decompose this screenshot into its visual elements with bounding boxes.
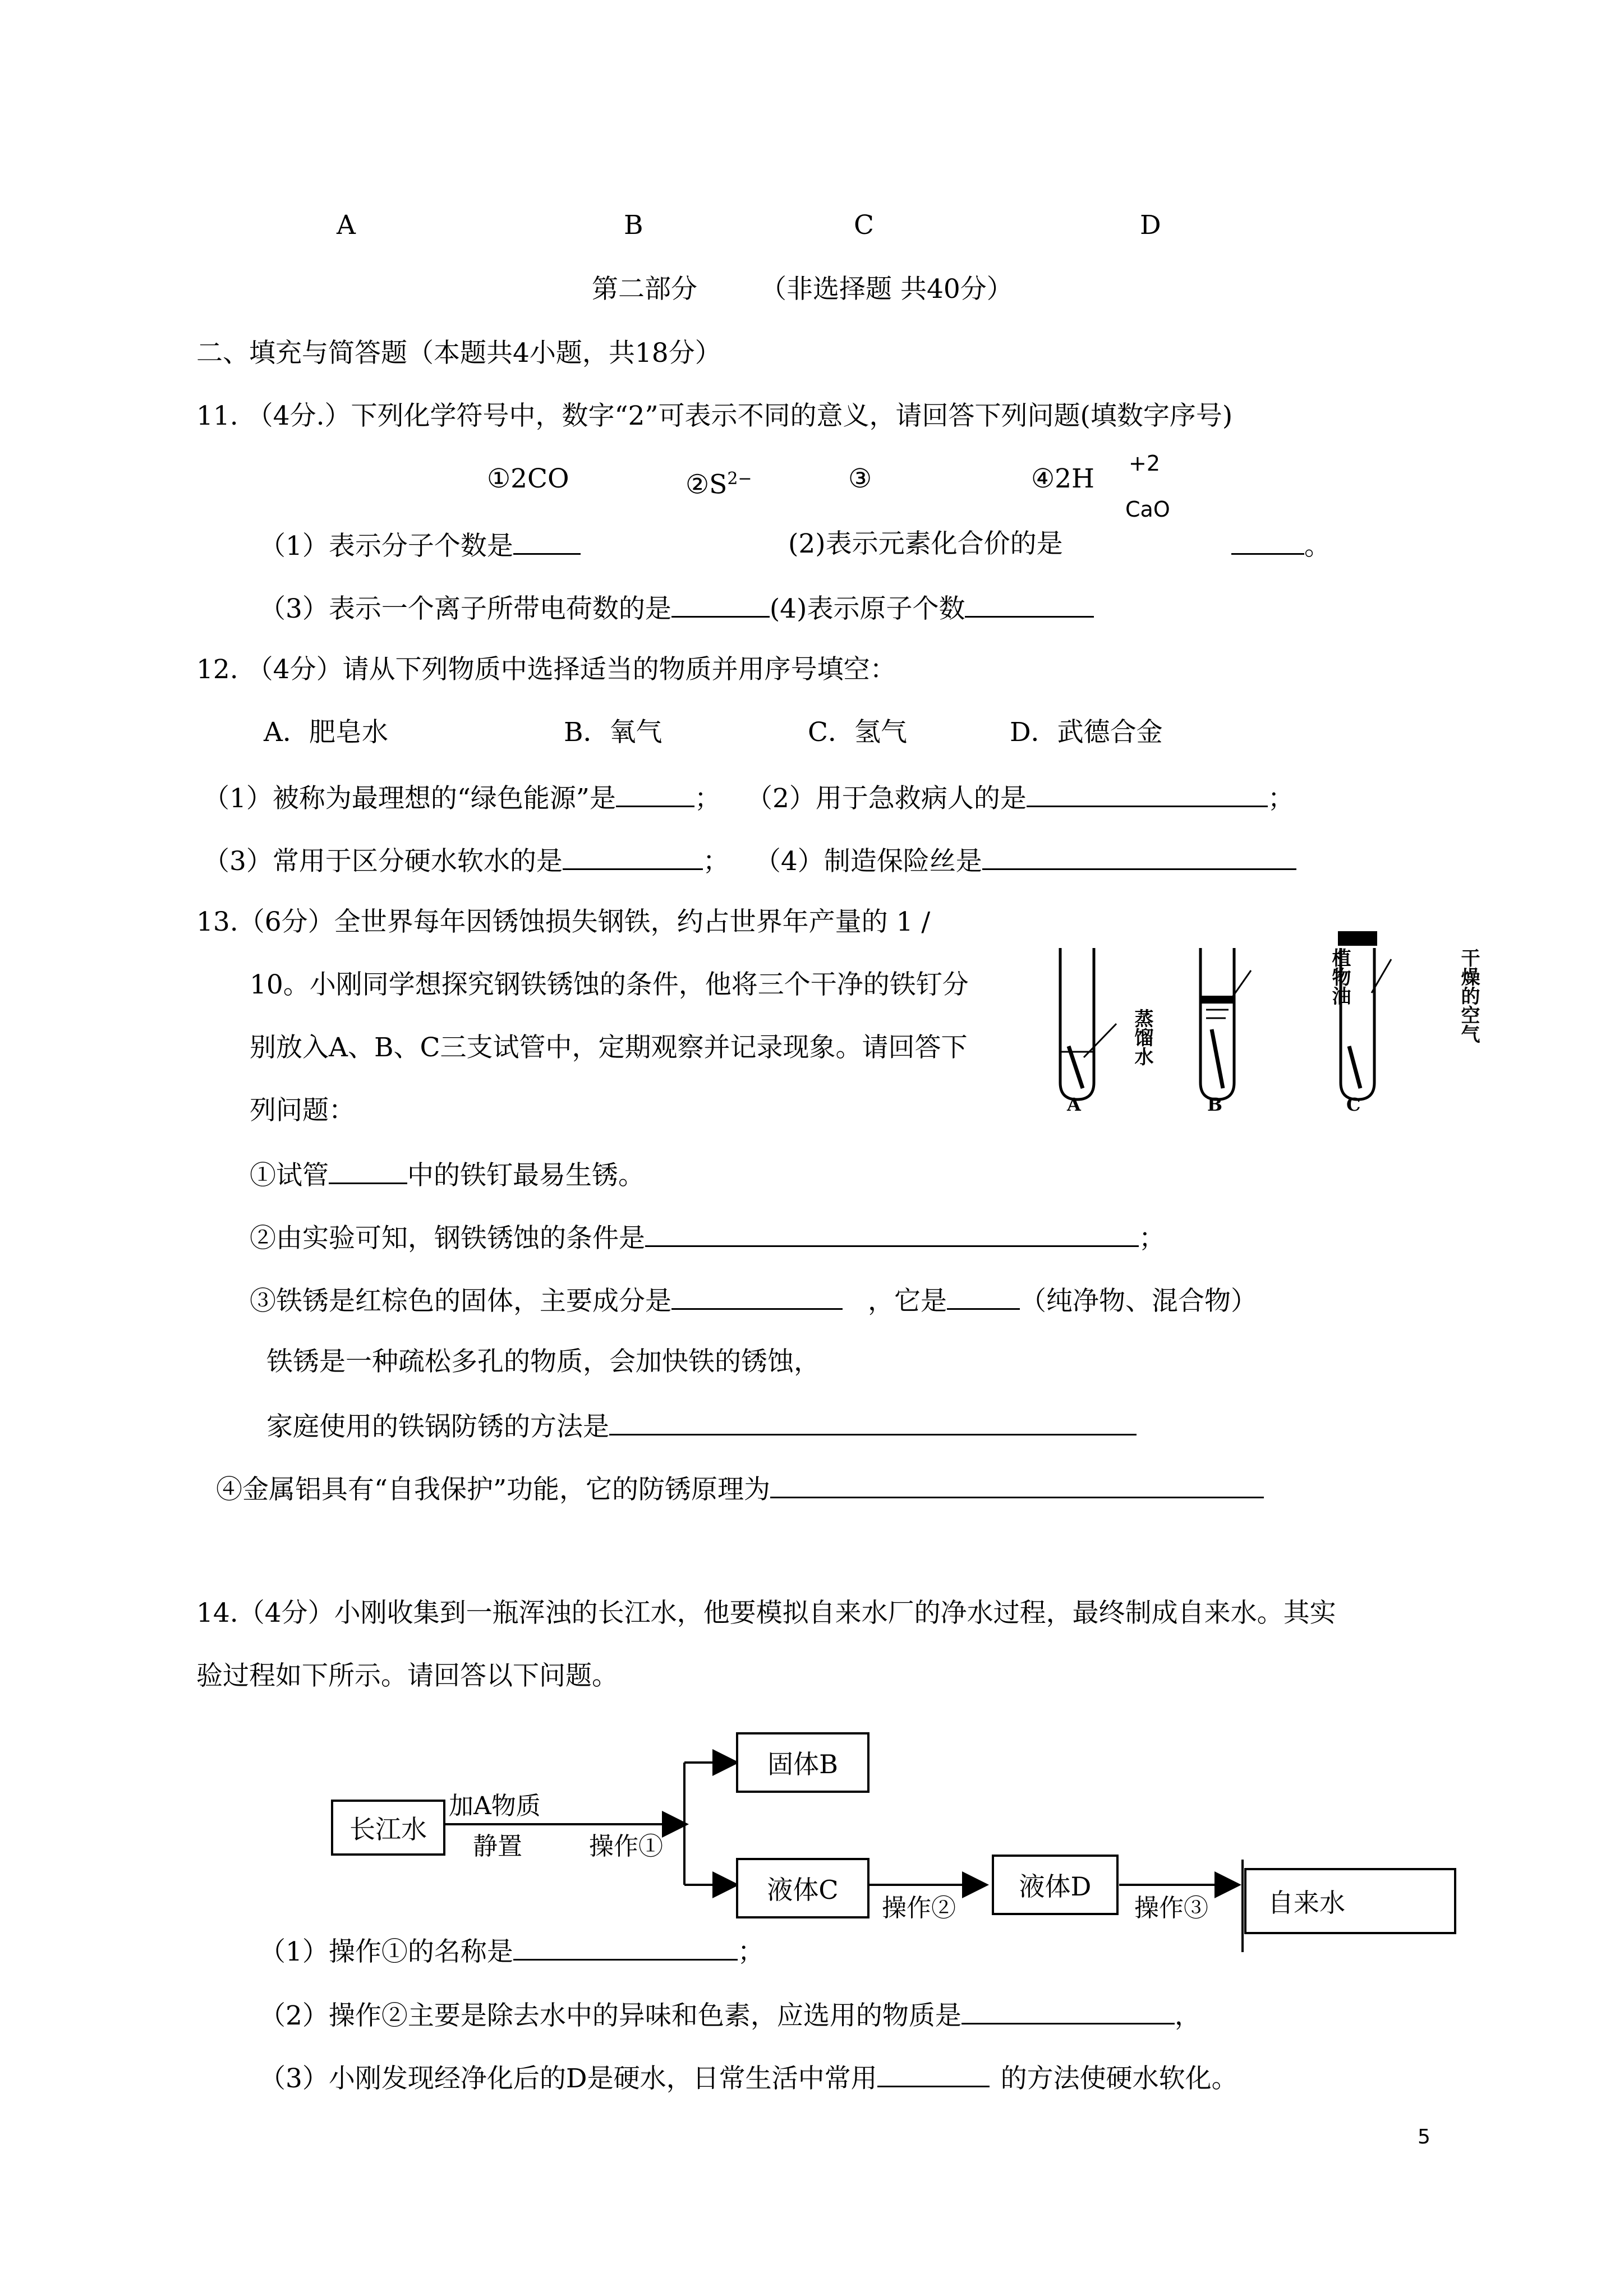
- q13-sub-3-note: 铁锈是一种疏松多孔的物质，会加快铁的锈蚀，: [266, 1346, 820, 1377]
- option-label-d: D: [1140, 210, 1161, 241]
- q14-part-3: （3）小刚发现经净化后的D是硬水，日常生活中常用 的方法使硬水软化。: [259, 2060, 1238, 2096]
- q14-part-2: （2）操作②主要是除去水中的异味和色素，应选用的物质是 ，: [259, 1997, 1201, 2033]
- answer-blank[interactable]: [877, 2060, 990, 2087]
- q13-sub-3-method: 家庭使用的铁锅防锈的方法是: [266, 1408, 1137, 1444]
- q11-part-1: （1）表示分子个数是: [259, 527, 581, 563]
- label-distilled-water: 蒸馏水: [1131, 1009, 1153, 1066]
- label-vegetable-oil: 植物油: [1328, 948, 1351, 1005]
- q12-option-a: A．肥皂水: [264, 717, 388, 748]
- test-tube-a: [1060, 948, 1094, 1099]
- answer-blank[interactable]: [965, 590, 1094, 618]
- flow-box-yangtze-water: 长江水: [331, 1800, 445, 1856]
- q13-sub-2: ②由实验可知，钢铁锈蚀的条件是 ；: [250, 1220, 1165, 1255]
- answer-blank[interactable]: [513, 1933, 738, 1961]
- answer-blank[interactable]: [513, 527, 581, 555]
- q12-option-c: C．氢气: [808, 717, 907, 748]
- test-tube-b: [1200, 948, 1234, 1099]
- flow-label-op1: 操作①: [589, 1832, 663, 1861]
- flow-box-liquid-c: 液体C: [736, 1858, 869, 1918]
- page-number: 5: [1418, 2125, 1430, 2148]
- answer-blank[interactable]: [1231, 527, 1304, 555]
- q13-text-line-2: 10。小刚同学想探究钢铁锈蚀的条件，他将三个干净的铁钉分: [250, 969, 969, 1000]
- q13-text-line-4: 列问题：: [250, 1095, 355, 1126]
- flow-box-tap-water: 自来水: [1244, 1868, 1456, 1934]
- answer-blank[interactable]: [645, 1220, 1139, 1247]
- answer-blank[interactable]: [982, 843, 1296, 870]
- answer-blank[interactable]: [616, 780, 694, 807]
- tube-label-a: A: [1067, 1094, 1081, 1115]
- q12-part-1-2: （1）被称为最理想的“绿色能源”是 ； （2）用于急救病人的是 ；: [203, 780, 1294, 816]
- q11-stem: 11. （4分.）下列化学符号中，数字“2”可表示不同的意义，请回答下列问题(填数字序号): [196, 401, 1233, 431]
- answer-blank[interactable]: [609, 1408, 1137, 1435]
- q14-part-1: （1）操作①的名称是 ；: [259, 1933, 764, 1969]
- option-label-a: A: [337, 210, 356, 241]
- flow-box-solid-b: 固体B: [736, 1732, 869, 1793]
- answer-blank[interactable]: [329, 1157, 407, 1184]
- answer-blank[interactable]: [671, 590, 770, 618]
- q13-text-line-3: 别放入A、B、C三支试管中，定期观察并记录现象。请回答下: [250, 1032, 968, 1063]
- q12-option-b: B．氧气: [564, 717, 663, 748]
- section-title: 二、填充与简答题（本题共4小题，共18分）: [196, 338, 721, 369]
- answer-blank[interactable]: [947, 1282, 1020, 1310]
- q12-option-d: D．武德合金: [1010, 717, 1163, 748]
- label-dry-air: 干燥的空气: [1457, 948, 1480, 1043]
- tube-label-b: B: [1207, 1094, 1223, 1115]
- q11-formula-charge: +2: [1129, 451, 1161, 476]
- q12-stem: 12. （4分）请从下列物质中选择适当的物质并用序号填空：: [196, 654, 896, 685]
- answer-blank[interactable]: [1027, 780, 1268, 807]
- q11-part-3: （3）表示一个离子所带电荷数的是 (4)表示原子个数: [259, 590, 1094, 626]
- q11-option-3: ③: [848, 463, 872, 494]
- part-note: （非选择题 共40分）: [760, 274, 1013, 305]
- q11-formula: CaO: [1125, 497, 1170, 522]
- q11-part-2: (2)表示元素化合价的是: [788, 528, 1063, 559]
- flow-label-op2: 操作②: [882, 1894, 956, 1922]
- q13-sub-1: ①试管 中的铁钉最易生锈。: [250, 1157, 645, 1193]
- answer-blank[interactable]: [563, 843, 703, 870]
- q11-option-4: ④2H: [1031, 463, 1095, 494]
- answer-blank[interactable]: [671, 1282, 843, 1310]
- q12-part-3-4: （3）常用于区分硬水软水的是 ； （4）制造保险丝是: [203, 843, 1296, 878]
- q14-text-line-2: 验过程如下所示。请回答以下问题。: [196, 1660, 618, 1691]
- q13-sub-4: ④金属铝具有“自我保护”功能，它的防锈原理为: [216, 1471, 1264, 1507]
- option-label-c: C: [854, 210, 874, 241]
- flow-label-settle: 静置: [473, 1832, 522, 1861]
- answer-blank[interactable]: [961, 1997, 1175, 2024]
- option-label-b: B: [624, 210, 643, 241]
- flow-label-add-a: 加A物质: [449, 1792, 541, 1820]
- tube-label-c: C: [1346, 1094, 1361, 1115]
- q13-text-line-1: 13.（6分）全世界每年因锈蚀损失钢铁，约占世界年产量的 1 /: [196, 907, 931, 937]
- test-tube-figure: [1043, 926, 1492, 1116]
- flow-box-liquid-d: 液体D: [992, 1855, 1119, 1915]
- flow-label-op3: 操作③: [1134, 1894, 1208, 1922]
- part-title: 第二部分: [592, 274, 697, 305]
- q11-option-1: ①2CO: [487, 463, 569, 494]
- q11-option-2: $②S^{2-}$: [686, 469, 752, 500]
- answer-blank[interactable]: [770, 1471, 1264, 1498]
- q14-text-line-1: 14.（4分）小刚收集到一瓶浑浊的长江水，他要模拟自来水厂的净水过程，最终制成自来水。其实: [196, 1598, 1336, 1628]
- q11-part-2-blank: 。: [1231, 527, 1331, 563]
- q13-sub-3: ③铁锈是红棕色的固体，主要成分是 ，它是 （纯净物、混合物）: [250, 1282, 1257, 1318]
